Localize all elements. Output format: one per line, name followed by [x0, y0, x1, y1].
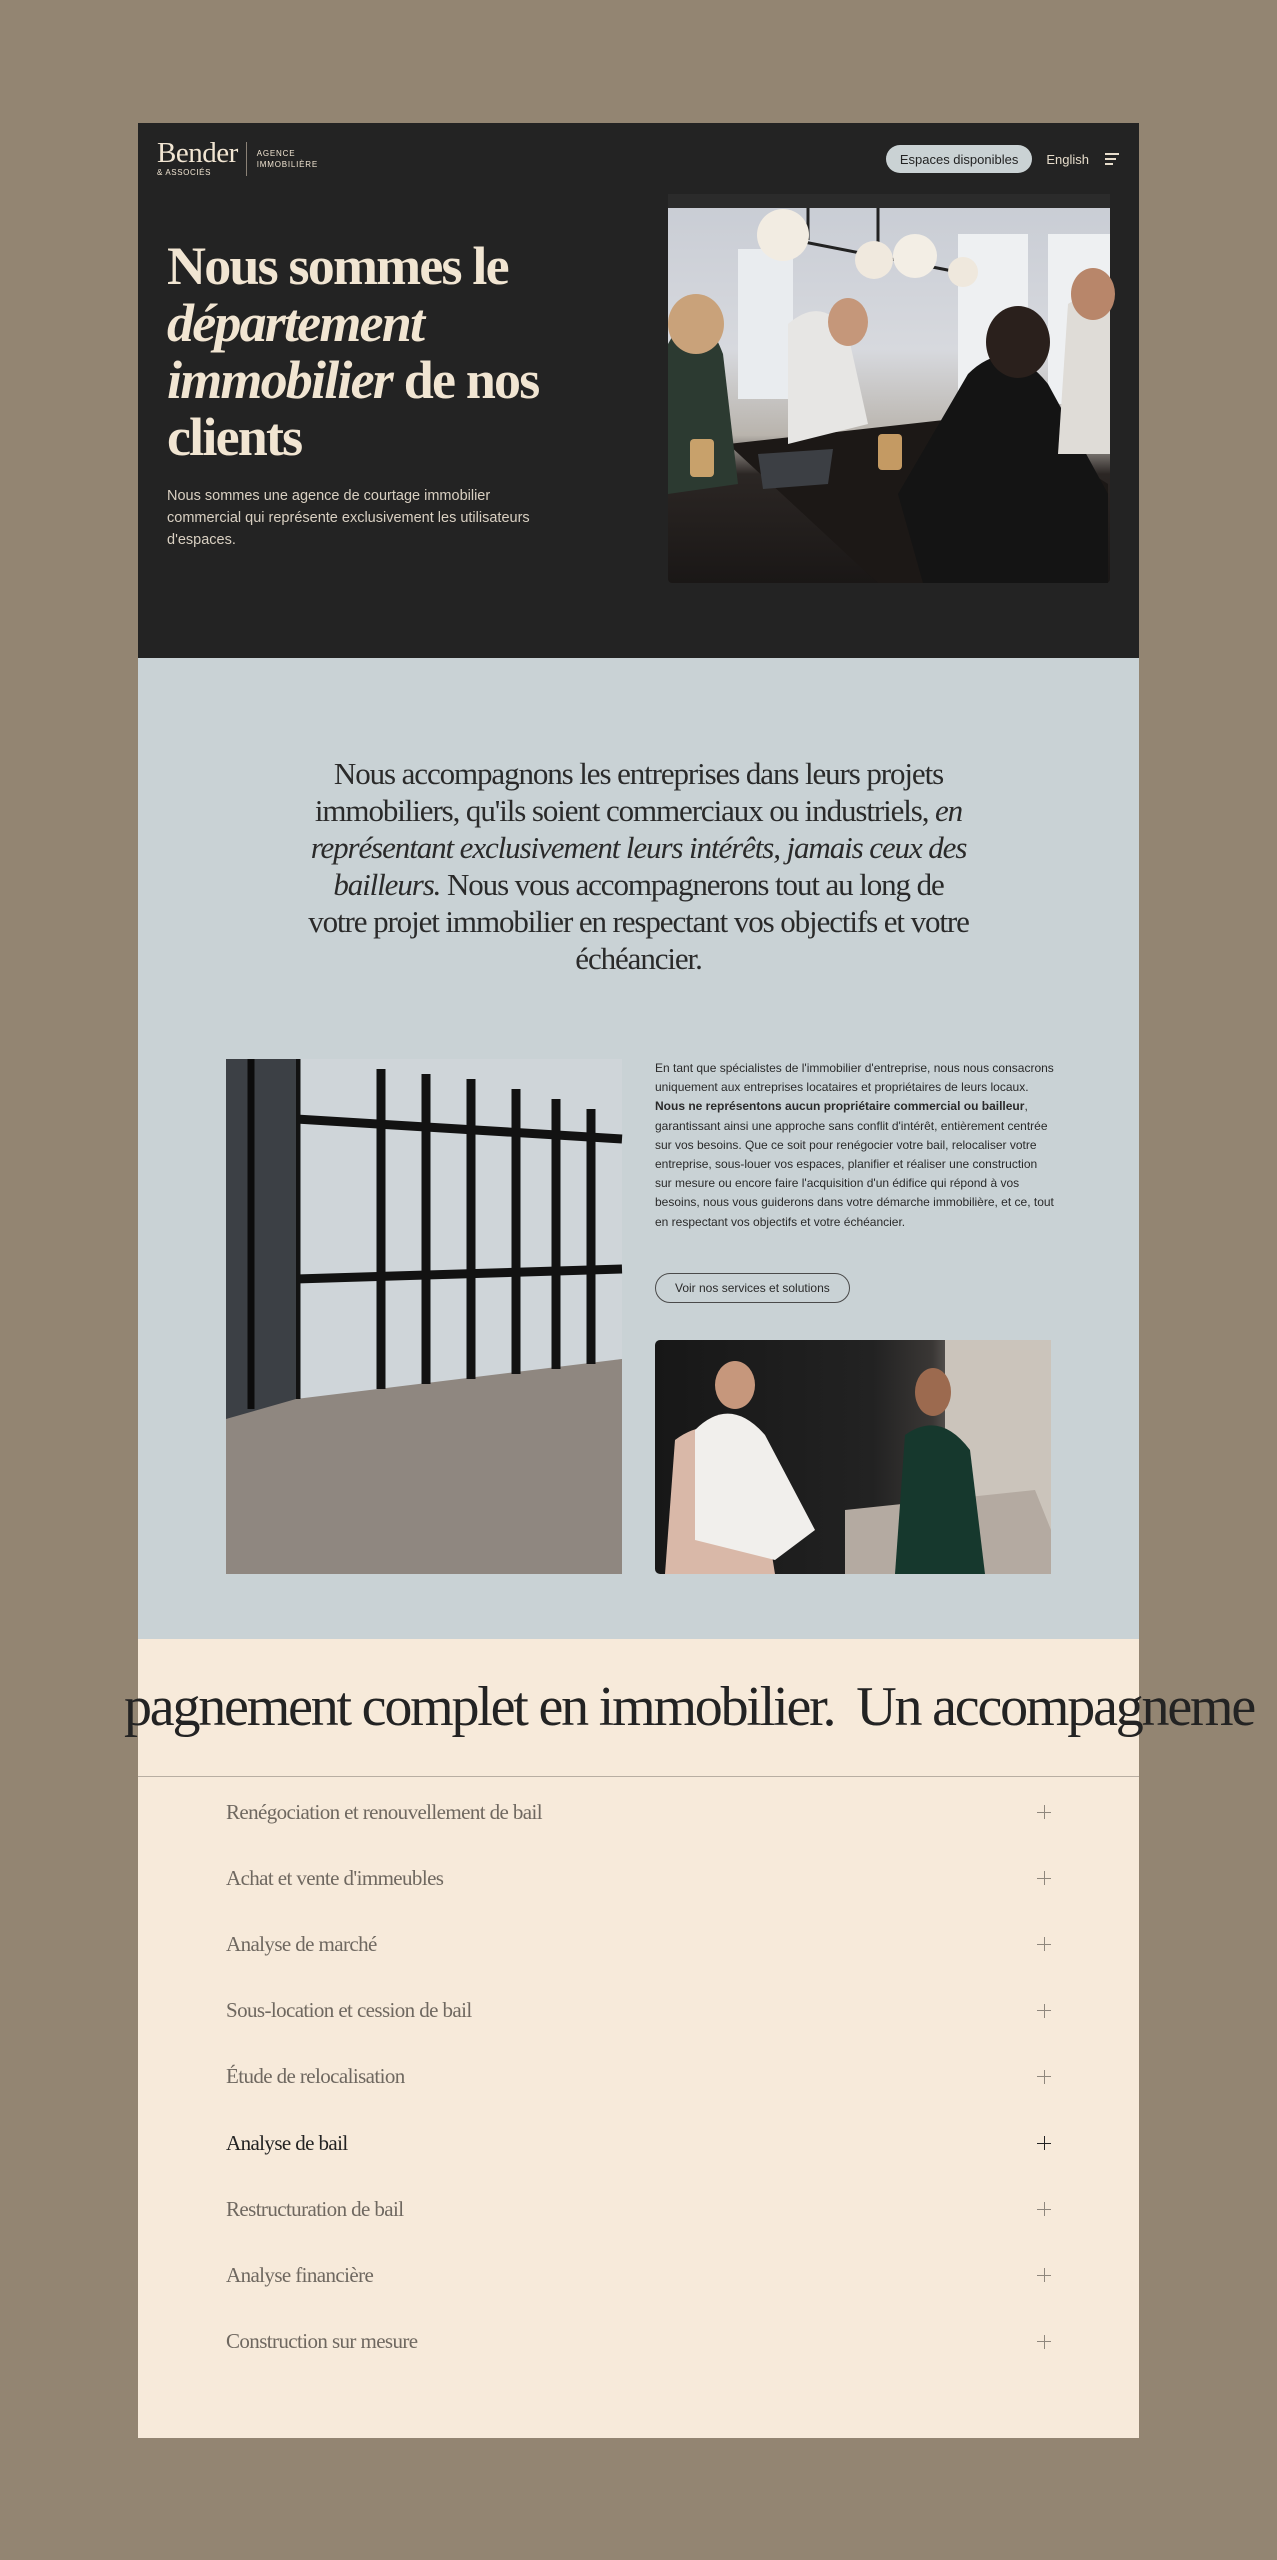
hamburger-menu-icon[interactable] — [1105, 153, 1119, 165]
service-label: Renégociation et renouvellement de bail — [226, 1799, 542, 1824]
hero-section — [138, 123, 1139, 658]
plus-icon[interactable] — [1037, 2202, 1051, 2216]
office-corridor-photo — [226, 1059, 622, 1574]
marquee-text-segment-1: pagnement complet en immobilier. — [124, 1676, 835, 1738]
intro-body-part2: , garantissant ainsi une approche sans conflit d'intérêt, entièrement centrée sur vos besoins. Que ce soit pour renégocier votre bail, relocaliser votre entreprise, sous-louer vos espaces, planifier et réaliser une construction sur mesure ou encore faire l'acquisition d'un édifice qui répond à vos besoins, nous vous guiderons dans votre démarche immobilière, et ce, tout en respectant vos objectifs et votre échéancier. — [655, 1099, 1054, 1229]
hero-meeting-photo — [668, 194, 1110, 583]
intro-statement-italic: en représentant exclusivement leurs intérêts, jamais ceux des bailleurs. — [310, 793, 967, 902]
service-label: Sous-location et cession de bail — [226, 1998, 472, 2023]
service-label: Restructuration de bail — [226, 2196, 404, 2221]
service-label: Construction sur mesure — [226, 2329, 418, 2354]
logo-tagline — [257, 148, 318, 170]
services-accordion — [226, 1779, 1051, 2375]
available-spaces-button[interactable]: Espaces disponibles — [886, 145, 1033, 173]
service-accordion-item[interactable] — [226, 1779, 1051, 1845]
services-solutions-button[interactable]: Voir nos services et solutions — [655, 1273, 850, 1303]
logo-name: Bender — [157, 137, 238, 169]
intro-statement-part2: Nous vous accompagnerons tout au long de votre projet immobilier en respectant vos objectifs et votre échéancier. — [308, 867, 969, 976]
service-accordion-item[interactable] — [226, 1978, 1051, 2044]
service-accordion-item[interactable] — [226, 2242, 1051, 2308]
logo-tagline-line2: IMMOBILIÈRE — [256, 159, 319, 169]
header-nav — [886, 145, 1119, 173]
intro-body-text — [655, 1059, 1055, 1232]
service-accordion-item[interactable] — [226, 2044, 1051, 2110]
intro-body-bold: Nous ne représentons aucun propriétaire commercial ou bailleur — [655, 1099, 1025, 1114]
hero-title — [167, 238, 547, 466]
service-label: Étude de relocalisation — [226, 2064, 405, 2089]
hero-title-italic2: immobilier — [167, 350, 393, 410]
plus-icon[interactable] — [1037, 2136, 1051, 2150]
logo-subtitle: & ASSOCIÉS — [157, 168, 212, 177]
logo-wordmark — [157, 137, 238, 177]
logo-divider — [246, 142, 247, 176]
plus-icon[interactable] — [1037, 2268, 1051, 2282]
page-card — [124, 123, 1254, 2438]
marquee-text-segment-2: Un accompagneme — [856, 1676, 1254, 1738]
logo-tagline-line1: AGENCE — [256, 148, 296, 158]
plus-icon[interactable] — [1037, 2004, 1051, 2018]
service-label: Analyse de marché — [226, 1931, 377, 1956]
plus-icon[interactable] — [1037, 2070, 1051, 2084]
service-label: Analyse financière — [226, 2262, 374, 2287]
hero-description: Nous sommes une agence de courtage immobilier commercial qui représente exclusivement les utilisateurs d'espaces. — [167, 488, 530, 548]
intro-statement-part1: Nous accompagnons les entreprises dans leurs projets immobiliers, qu'ils soient commerciaux ou industriels, — [314, 756, 944, 828]
logo[interactable] — [157, 137, 319, 177]
hero-title-part2: de nos clients — [167, 350, 539, 467]
intro-section — [138, 658, 1139, 1639]
service-label: Analyse de bail — [226, 2130, 348, 2155]
hero-title-italic1: département — [167, 293, 424, 353]
plus-icon[interactable] — [1037, 1871, 1051, 1885]
language-switch[interactable]: English — [1046, 151, 1089, 167]
client-meeting-photo — [655, 1340, 1051, 1574]
service-accordion-item[interactable] — [226, 2309, 1051, 2375]
marquee-track — [124, 1677, 1276, 1737]
plus-icon[interactable] — [1037, 1937, 1051, 1951]
service-accordion-item[interactable] — [226, 1845, 1051, 1911]
service-accordion-item[interactable] — [226, 2110, 1051, 2176]
plus-icon[interactable] — [1037, 1805, 1051, 1819]
service-label: Achat et vente d'immeubles — [226, 1865, 444, 1890]
hero-title-part1: Nous sommes le — [167, 236, 508, 296]
intro-body-part1: En tant que spécialistes de l'immobilier d'entreprise, nous nous consacrons uniquement aux entreprises locataires et propriétaires de leurs locaux. — [655, 1061, 1054, 1095]
services-section — [124, 1639, 1254, 2438]
services-marquee — [124, 1639, 1254, 1777]
intro-statement — [304, 755, 973, 977]
service-accordion-item[interactable] — [226, 1911, 1051, 1977]
service-accordion-item[interactable] — [226, 2176, 1051, 2242]
plus-icon[interactable] — [1037, 2335, 1051, 2349]
